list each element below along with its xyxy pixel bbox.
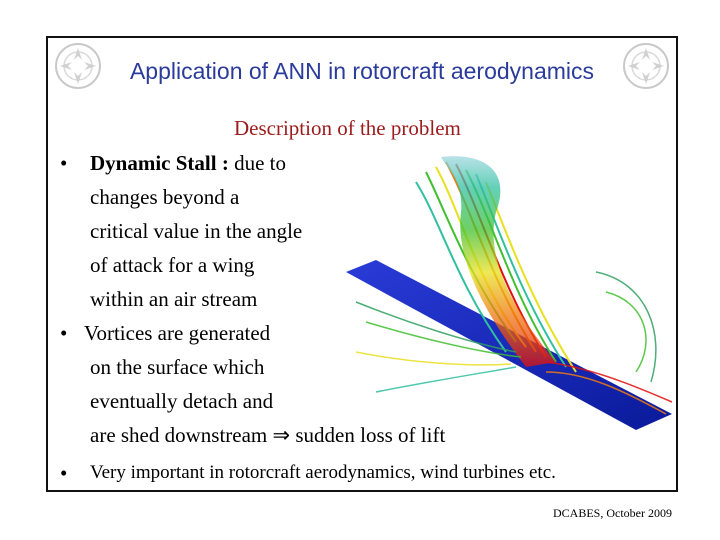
bullet-1-line-2: changes beyond a — [90, 185, 240, 209]
bullet-1-line-4: of attack for a wing — [90, 253, 255, 277]
slide-subtitle: Description of the problem — [234, 116, 461, 140]
bullet-1-marker: • — [60, 151, 68, 175]
bullet-2-line-2: on the surface which — [90, 355, 265, 379]
bullet-2-line-4: are shed downstream ⇒ sudden loss of lift — [90, 423, 446, 447]
bullet-3-line-1: Very important in rotorcraft aerodynamics, wind turbines etc. — [90, 462, 556, 483]
bullet-1-line-5: within an air stream — [90, 287, 258, 311]
bullet-1-text: due to — [228, 151, 286, 175]
bullet-2-line-3: eventually detach and — [90, 389, 274, 413]
slide-title: Application of ANN in rotorcraft aerodynamics — [129, 58, 595, 84]
streamline-vortex-wing-visualization-icon — [346, 152, 672, 430]
bullet-2-marker: • — [60, 321, 68, 345]
slide-frame — [46, 36, 678, 492]
bullet-2-line-1: Vortices are generated — [84, 321, 271, 345]
slide-footer: DCABES, October 2009 — [553, 506, 672, 520]
bullet-1-bold-term: Dynamic Stall : — [90, 151, 229, 175]
bullet-3-marker: • — [60, 461, 68, 485]
bullet-1-line-3: critical value in the angle — [90, 219, 303, 243]
bullet-1-line-1 — [90, 146, 286, 180]
